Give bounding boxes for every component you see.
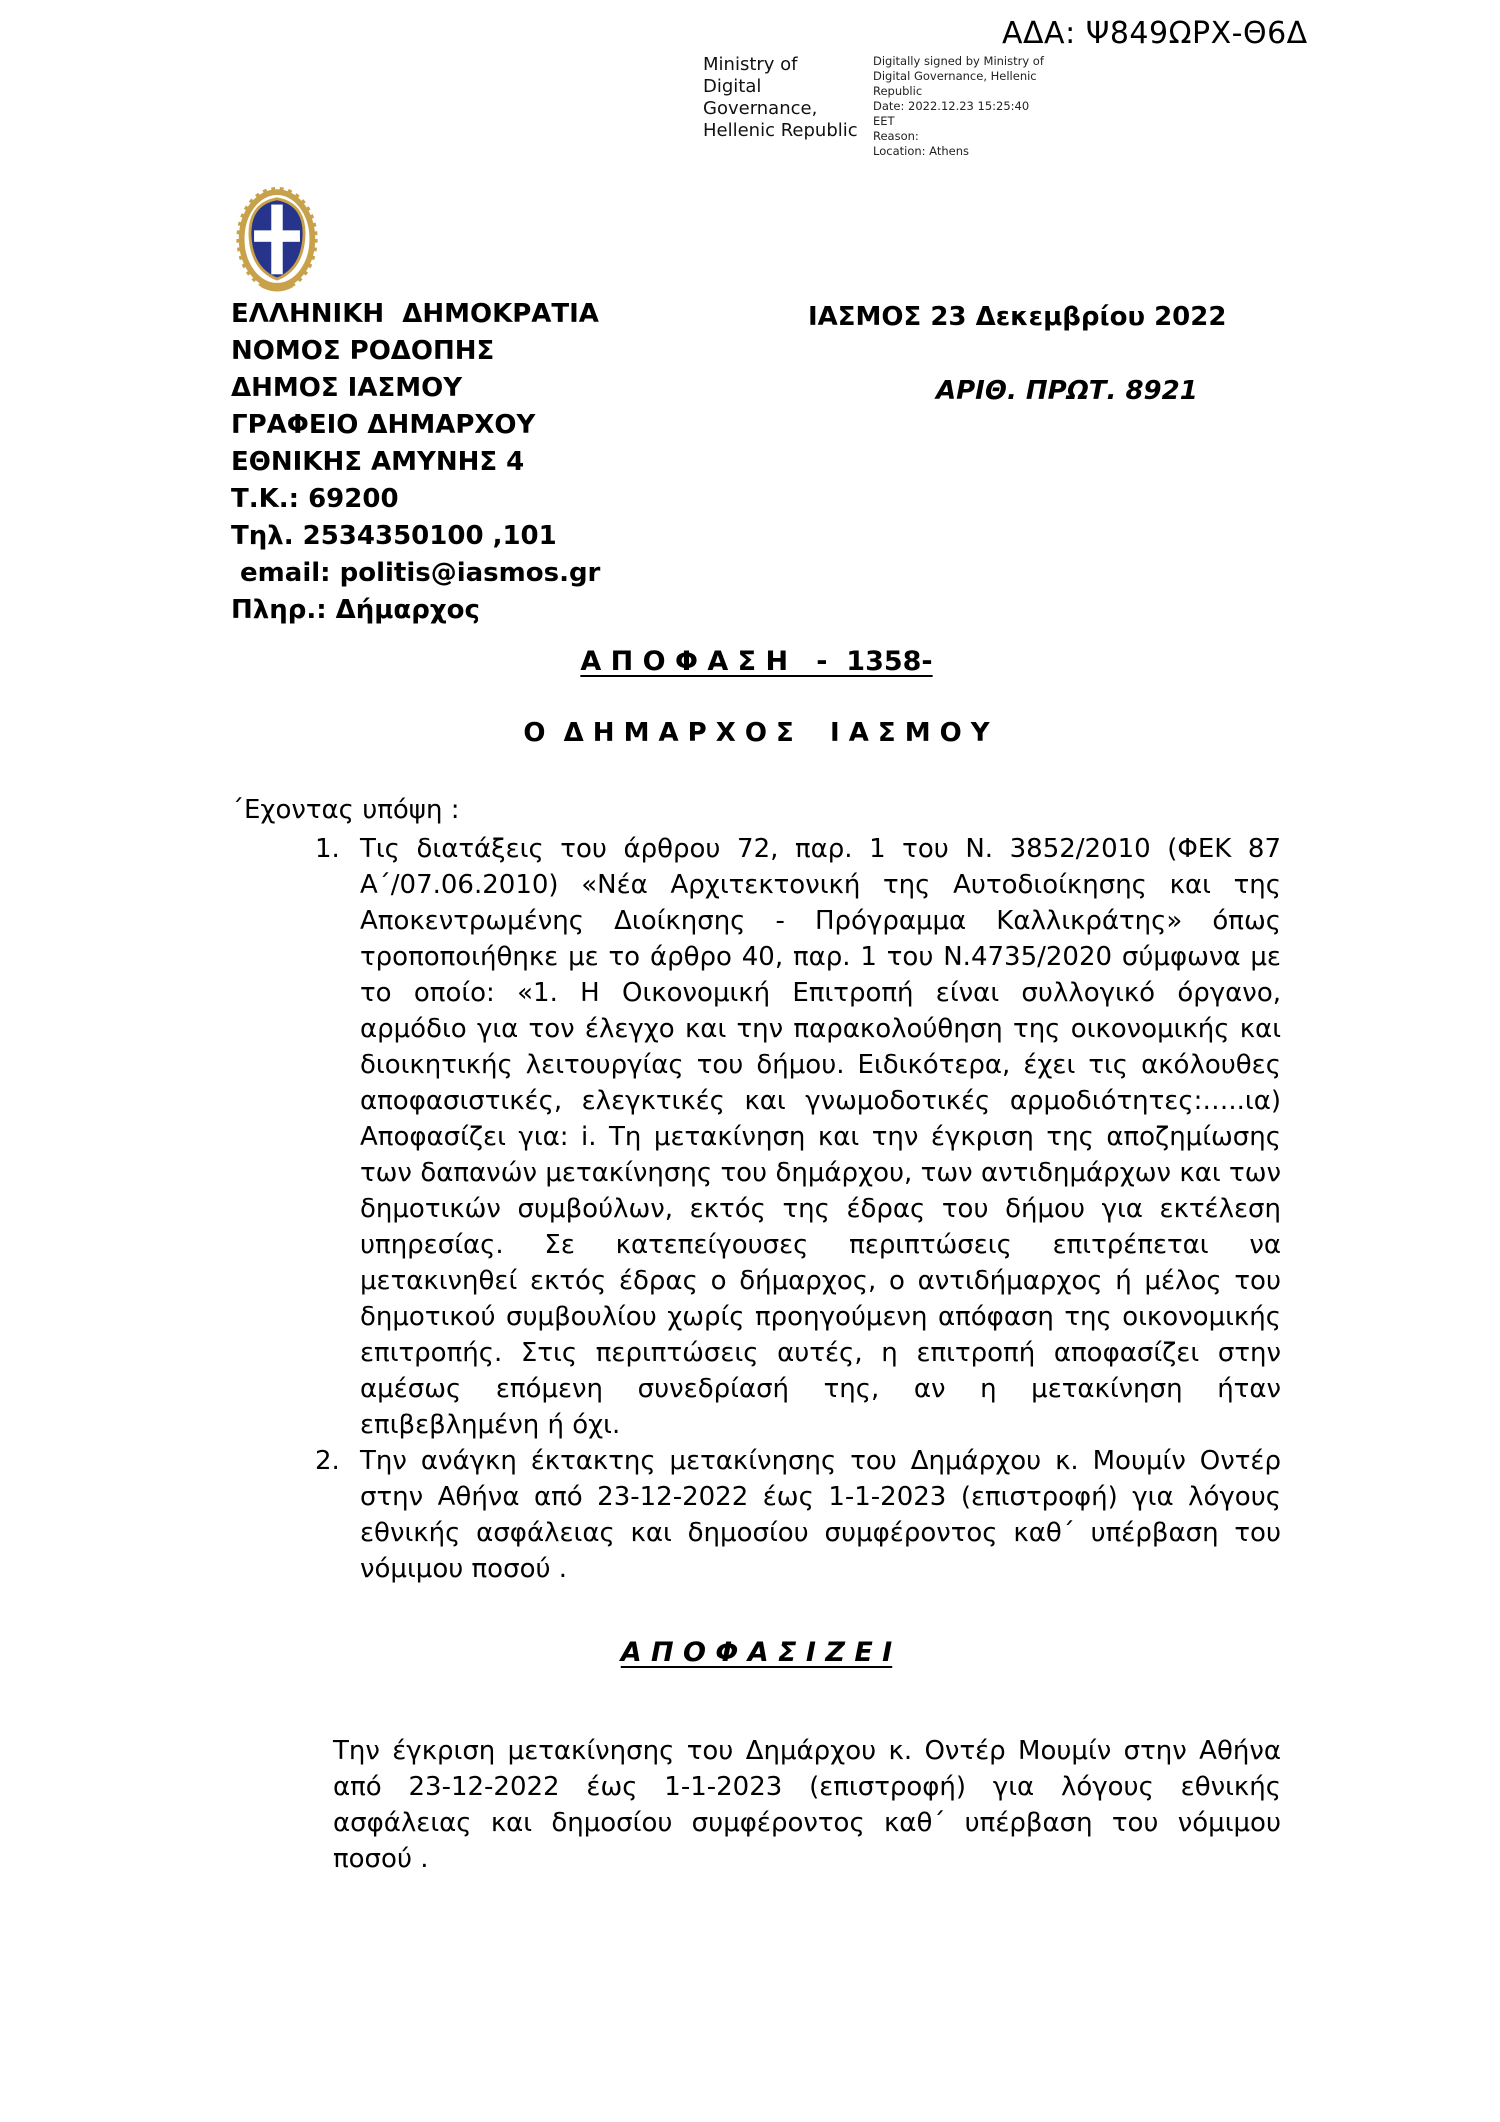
sender-line-municipality: ΔΗΜΟΣ ΙΑΣΜΟΥ (231, 373, 463, 403)
sender-line-prefecture: ΝΟΜΟΣ ΡΟΔΟΠΗΣ (231, 336, 495, 366)
document-date: ΙΑΣΜΟΣ 23 Δεκεμβρίου 2022 (808, 302, 1227, 332)
decision-title: Α Π Ο Φ Α Σ Η - 1358- (580, 646, 933, 677)
having-regard-label: ΄Εχοντας υπόψη : (231, 795, 460, 825)
document-body (231, 792, 1282, 1877)
list-item-text: Τις διατάξεις του άρθρου 72, παρ. 1 του Ν. 3852/2010 (ΦΕΚ 87 Α΄/07.06.2010) «Νέα Αρχιτεκτονική της Αυτοδιοίκησης και της Αποκεντρωμένης Διοίκησης - Πρόγραμμα Καλλικράτης» όπως τροποποιήθηκε με το άρθρο 40, παρ. 1 του Ν.4735/2020 σύμφωνα με το οποίο: «1. Η Οικονομική Επιτροπή είναι συλλογικό όργανο, αρμόδιο για τον έλεγχο και την παρακολούθηση της οικονομικής και διοικητικής λειτουργίας του δήμου. Ειδικότερα, έχει τις ακόλουθες αποφασιστικές, ελεγκτικές και γνωμοδοτικές αρμοδιότητες:…..ια) Αποφασίζει για: i. Τη μετακίνηση και την έγκριση της αποζημίωσης των δαπανών μετακίνησης του δημάρχου, των αντιδημάρχων και των δημοτικών συμβούλων, εκτός της έδρας του δήμου για εκτέλεση υπηρεσίας. Σε κατεπείγουσες περιπτώσεις επιτρέπεται να μετακινηθεί εκτός έδρας ο δήμαρχος, ο αντιδήμαρχος ή μέλος του δημοτικού συμβουλίου χωρίς προηγούμενη απόφαση της οικονομικής επιτροπής. Στις περιπτώσεις αυτές, η επιτροπή αποφασίζει στην αμέσως επόμενη συνεδρίασή της, αν η μετακίνηση ήταν επιβεβλημένη ή όχι. (360, 834, 1281, 1440)
signature-signer: Ministry of Digital Governance, Hellenic Republic (703, 54, 858, 141)
sender-line-phone: Τηλ. 2534350100 ,101 (231, 521, 557, 551)
list-item-number: 1. (315, 834, 340, 864)
signature-location: Location: Athens (873, 143, 969, 158)
protocol-number: ΑΡΙΘ. ΠΡΩΤ. 8921 (936, 376, 1198, 406)
decision-paragraph: Την έγκριση μετακίνησης του Δημάρχου κ. Οντέρ Μουμίν στην Αθήνα από 23-12-2022 έως 1-1-2023 (επιστροφή) για λόγους εθνικής ασφάλειας και δημοσίου συμφέροντος καθ΄ υπέρβαση του νόμιμου ποσού . (333, 1736, 1281, 1874)
signature-reason: Reason: (873, 128, 919, 143)
sender-line-office: ΓΡΑΦΕΙΟ ΔΗΜΑΡΧΟΥ (231, 410, 536, 440)
sender-line-postcode: Τ.Κ.: 69200 (231, 484, 399, 514)
signature-details (873, 54, 1051, 159)
list-item-number: 2. (315, 1446, 340, 1476)
digital-signature-block (703, 54, 1051, 159)
signature-detail-line: Digitally signed by Ministry of Digital Governance, Hellenic Republic (873, 54, 1044, 98)
decision-subtitle: Ο Δ Η Μ Α Ρ Χ Ο Σ Ι Α Σ Μ Ο Υ (523, 718, 990, 748)
legal-basis-list (231, 831, 1282, 1587)
greek-coat-of-arms-icon (234, 182, 320, 298)
list-item (231, 831, 1282, 1443)
sender-details (231, 296, 600, 629)
list-item-text: Την ανάγκη έκτακτης μετακίνησης του Δημάρχου κ. Μουμίν Οντέρ στην Αθήνα από 23-12-2022 έως 1-1-2023 (επιστροφή) για λόγους εθνικής ασφάλειας και δημοσίου συμφέροντος καθ΄ υπέρβαση του νόμιμου ποσού . (360, 1446, 1281, 1584)
ada-code: ΑΔΑ: Ψ849ΩΡΧ-Θ6Δ (1002, 16, 1308, 51)
sender-line-contact: Πληρ.: Δήμαρχος (231, 595, 480, 625)
sender-line-republic: ΕΛΛΗΝΙΚΗ ΔΗΜΟΚΡΑΤΙΑ (231, 299, 599, 329)
list-item (231, 1443, 1282, 1587)
sender-line-address: ΕΘΝΙΚΗΣ ΑΜΥΝΗΣ 4 (231, 447, 525, 477)
decides-heading: Α Π Ο Φ Α Σ Ι Ζ Ε Ι (620, 1637, 893, 1668)
sender-line-email: email: politis@iasmos.gr (231, 558, 601, 588)
signature-date: Date: 2022.12.23 15:25:40 EET (873, 98, 1030, 128)
